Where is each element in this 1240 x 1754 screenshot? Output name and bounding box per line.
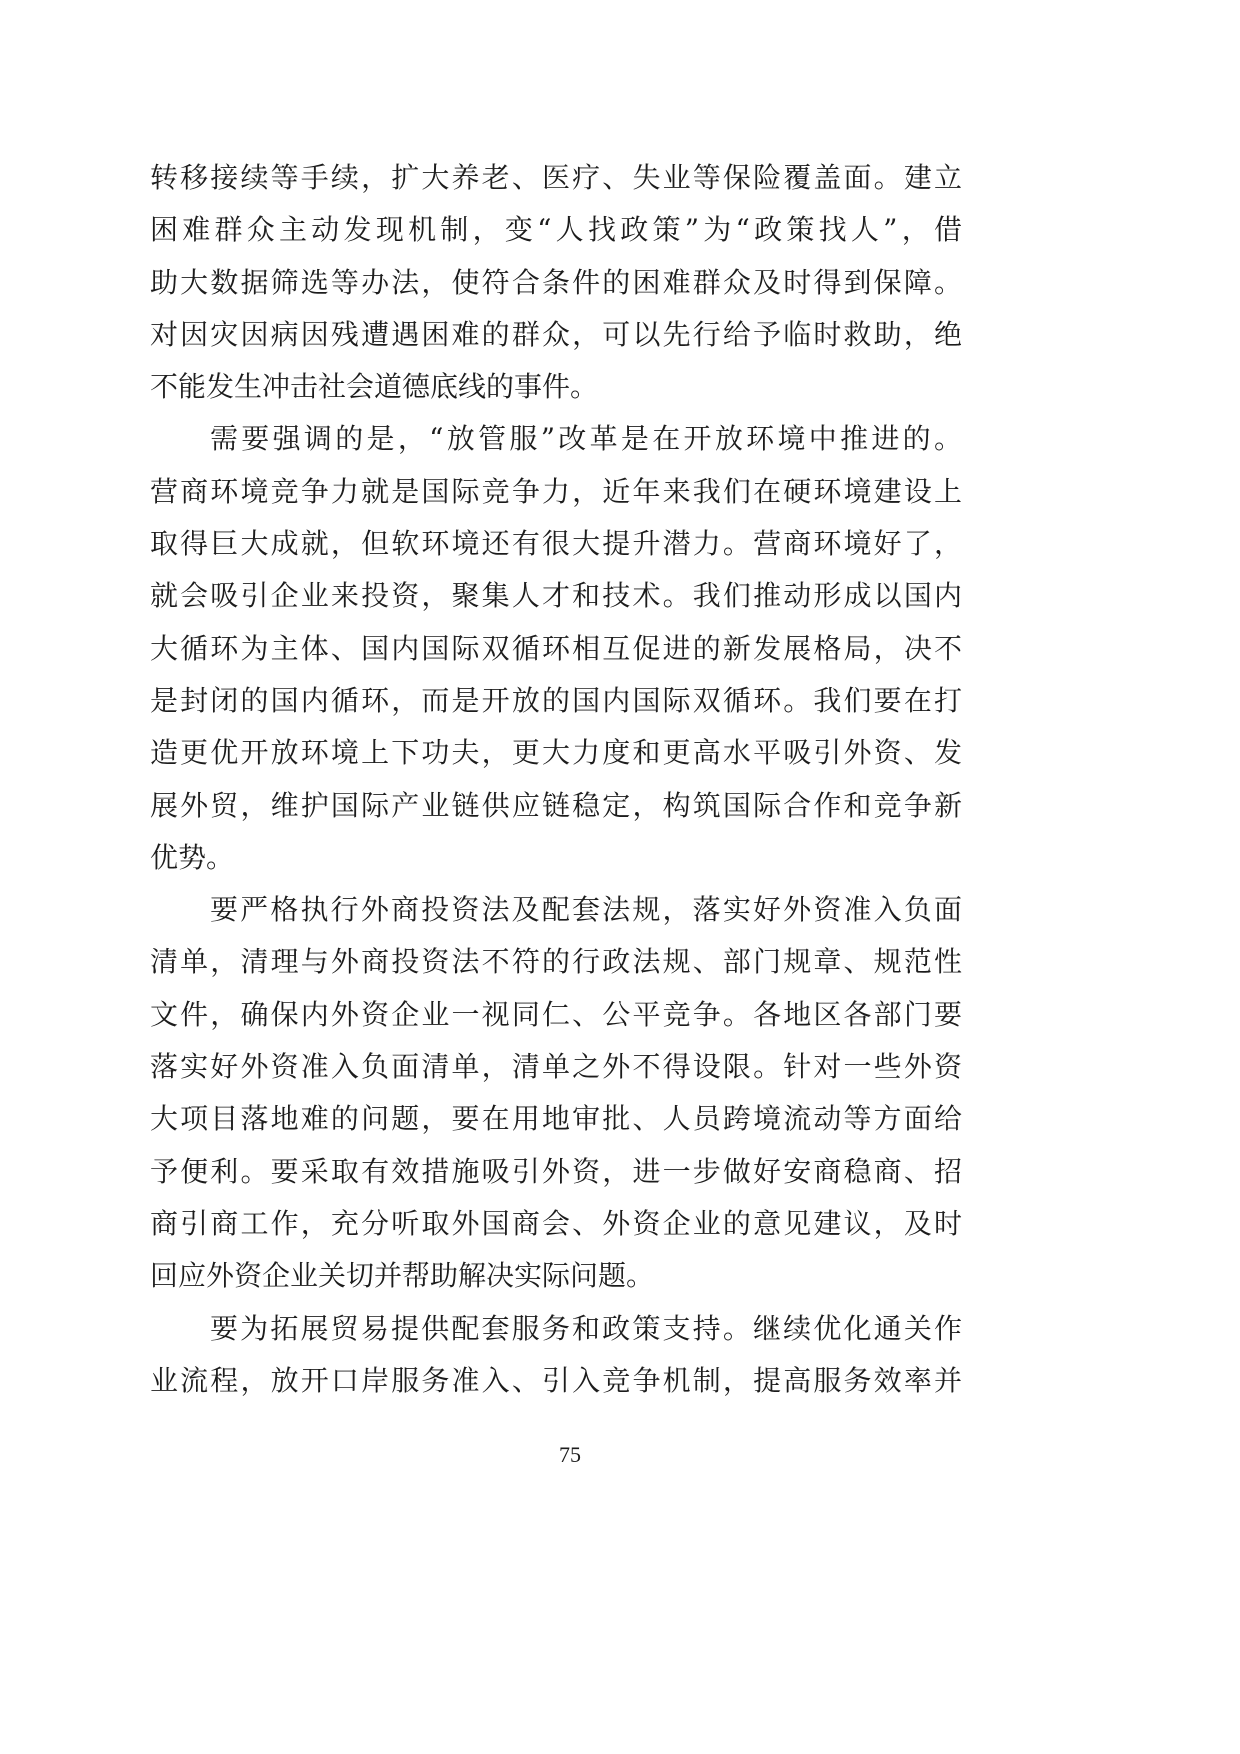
body-text xyxy=(150,152,962,1407)
page-number: 75 xyxy=(559,1442,581,1467)
text-line: 展外贸，维护国际产业链供应链稳定，构筑国际合作和竞争新 xyxy=(150,788,962,822)
text-line: 取得巨大成就，但软环境还有很大提升潜力。营商环境好了， xyxy=(150,527,962,561)
paragraph xyxy=(150,152,962,413)
text-line: 不能发生冲击社会道德底线的事件。 xyxy=(150,370,599,404)
text-line: 优势。 xyxy=(150,840,235,874)
text-line: 予便利。要采取有效措施吸引外资，进一步做好安商稳商、招 xyxy=(150,1154,962,1188)
text-line: 营商环境竞争力就是国际竞争力，近年来我们在硬环境建设上 xyxy=(150,474,962,508)
text-line: 造更优开放环境上下功夫，更大力度和更高水平吸引外资、发 xyxy=(150,736,962,770)
text-line: 大项目落地难的问题，要在用地审批、人员跨境流动等方面给 xyxy=(150,1102,962,1136)
text-line: 要严格执行外商投资法及配套法规，落实好外资准入负面 xyxy=(210,893,962,927)
paragraph xyxy=(150,413,962,884)
text-line: 需要强调的是，“放管服”改革是在开放环境中推进的。 xyxy=(210,422,962,456)
text-line: 就会吸引企业来投资，聚集人才和技术。我们推动形成以国内 xyxy=(150,579,962,613)
text-line: 助大数据筛选等办法，使符合条件的困难群众及时得到保障。 xyxy=(150,265,962,299)
text-line: 大循环为主体、国内国际双循环相互促进的新发展格局，决不 xyxy=(150,631,962,665)
text-line: 回应外资企业关切并帮助解决实际问题。 xyxy=(150,1259,655,1293)
text-line: 困难群众主动发现机制，变“人找政策”为“政策找人”，借 xyxy=(150,213,962,247)
text-line: 对因灾因病因残遭遇困难的群众，可以先行给予临时救助，绝 xyxy=(150,317,962,351)
text-line: 落实好外资准入负面清单，清单之外不得设限。针对一些外资 xyxy=(150,1050,962,1084)
text-line: 是封闭的国内循环，而是开放的国内国际双循环。我们要在打 xyxy=(150,683,962,717)
text-line: 要为拓展贸易提供配套服务和政策支持。继续优化通关作 xyxy=(210,1311,962,1345)
text-line: 业流程，放开口岸服务准入、引入竞争机制，提高服务效率并 xyxy=(150,1363,962,1397)
text-line: 转移接续等手续，扩大养老、医疗、失业等保险覆盖面。建立 xyxy=(150,161,962,194)
text-line: 清单，清理与外商投资法不符的行政法规、部门规章、规范性 xyxy=(150,945,962,979)
text-line: 文件，确保内外资企业一视同仁、公平竞争。各地区各部门要 xyxy=(150,997,962,1031)
text-line: 商引商工作，充分听取外国商会、外资企业的意见建议，及时 xyxy=(150,1206,962,1240)
paragraph xyxy=(150,884,962,1302)
paragraph xyxy=(150,1303,962,1408)
